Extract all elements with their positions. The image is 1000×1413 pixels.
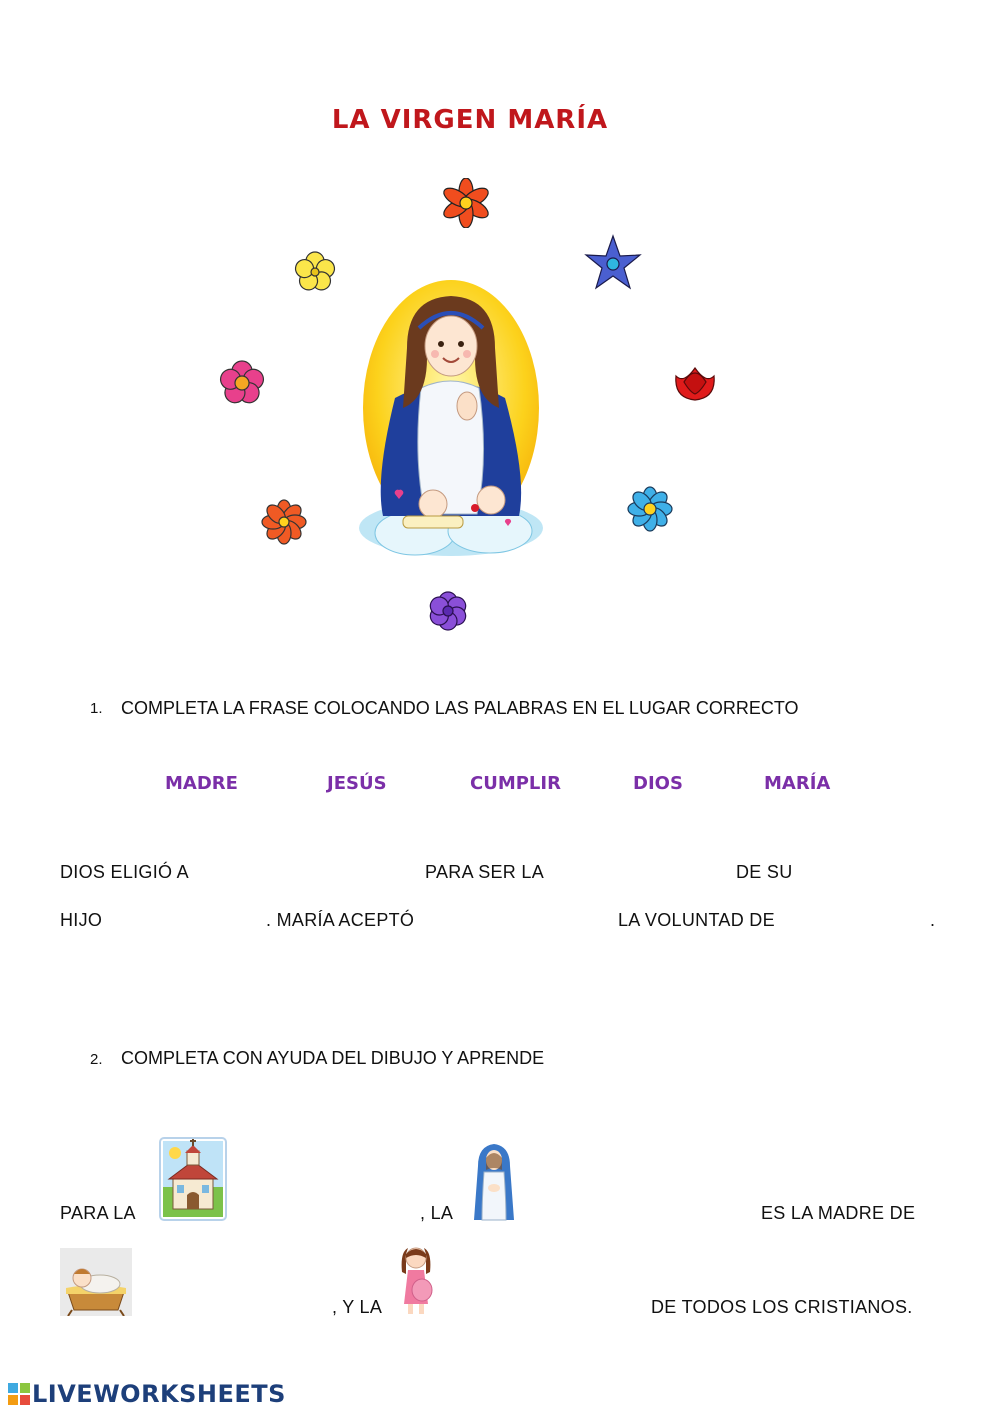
- word-jesus[interactable]: JESÚS: [327, 773, 387, 794]
- word-cumplir[interactable]: CUMPLIR: [470, 773, 561, 794]
- q1-line1-text-1: DIOS ELIGIÓ A: [60, 862, 189, 882]
- q1-blank-5[interactable]: [790, 905, 925, 935]
- q2-instruction: COMPLETA CON AYUDA DEL DIBUJO Y APRENDE: [121, 1048, 545, 1068]
- q1-blank-1[interactable]: [212, 857, 417, 887]
- q2-blank-4[interactable]: [442, 1292, 642, 1322]
- flower-light-blue-icon: [625, 484, 675, 534]
- q2-line2-text-1: , Y LA: [332, 1297, 383, 1317]
- flower-pink-icon: [213, 357, 271, 409]
- virgin-mary-icon: [468, 1140, 520, 1224]
- q1-instruction: COMPLETA LA FRASE COLOCANDO LAS PALABRAS EN EL LUGAR CORRECTO: [121, 698, 799, 718]
- flower-orange-small-icon: [259, 497, 309, 547]
- brand-name: LIVEWORKSHEETS: [32, 1380, 286, 1408]
- q1-blank-4[interactable]: [428, 905, 608, 935]
- q1-line1-text-3: DE SU: [736, 862, 793, 882]
- pregnant-mother-icon: [396, 1244, 436, 1316]
- q2-line1-text-3: ES LA MADRE DE: [761, 1203, 916, 1223]
- q1-line2-text-3: LA VOLUNTAD DE: [618, 910, 775, 930]
- baby-jesus-icon: [60, 1248, 132, 1316]
- liveworksheets-logo-icon: [8, 1383, 30, 1405]
- flower-blue-star-icon: [583, 234, 643, 294]
- q2-line2-text-2: DE TODOS LOS CRISTIANOS.: [651, 1297, 913, 1317]
- page-title: LA VIRGEN MARÍA: [331, 105, 609, 135]
- flower-yellow-icon: [290, 248, 340, 296]
- church-icon: [159, 1137, 227, 1221]
- q2-line1-text-1: PARA LA: [60, 1203, 136, 1223]
- word-maria[interactable]: MARÍA: [764, 773, 831, 794]
- q1-number: 1.: [90, 700, 103, 717]
- flower-red-tulip-icon: [670, 362, 720, 404]
- q1-line1-text-2: PARA SER LA: [425, 862, 545, 882]
- q2-number: 2.: [90, 1051, 103, 1068]
- q2-blank-3[interactable]: [140, 1292, 325, 1322]
- virgin-mary-illustration: [355, 278, 547, 566]
- q1-line2-text-2: . MARÍA ACEPTÓ: [266, 910, 415, 930]
- q1-blank-3[interactable]: [118, 905, 263, 935]
- liveworksheets-logo: [8, 1380, 286, 1408]
- q1-blank-2[interactable]: [552, 857, 727, 887]
- flower-orange-icon: [440, 178, 492, 228]
- q1-line2-text-4: .: [930, 910, 936, 930]
- q2-blank-1[interactable]: [235, 1198, 415, 1228]
- q1-line2-text-1: HIJO: [60, 910, 103, 930]
- q2-line1-text-2: , LA: [420, 1203, 454, 1223]
- word-madre[interactable]: MADRE: [165, 773, 238, 794]
- q2-blank-2[interactable]: [525, 1198, 750, 1228]
- flower-purple-icon: [425, 588, 471, 634]
- word-dios[interactable]: DIOS: [633, 773, 683, 794]
